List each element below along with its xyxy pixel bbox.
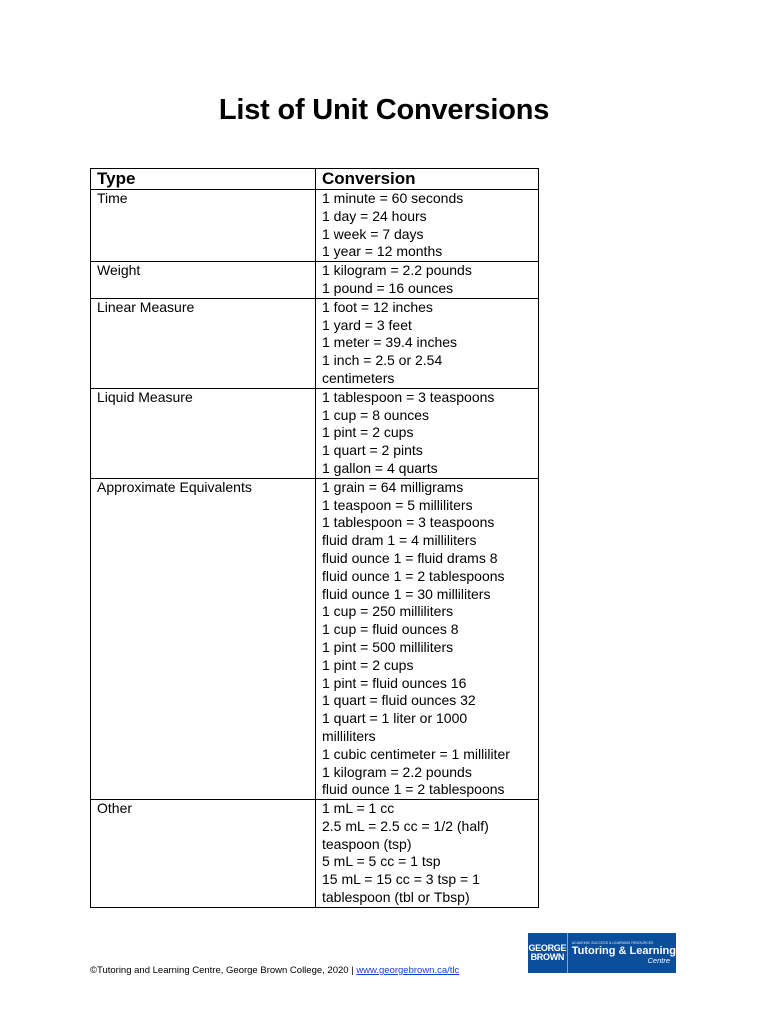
table-row [91,262,539,299]
conversion-line: 1 pound = 16 ounces [322,279,454,296]
conversion-cell [316,478,539,799]
conversion-line: fluid dram 1 = 4 milliliters [322,532,477,549]
conversion-line: 1 tablespoon = 3 teaspoons [322,388,495,405]
conversion-line: 1 mL = 1 cc [322,800,395,817]
footer [90,965,459,976]
conversion-line: 1 foot = 12 inches [322,298,433,315]
conversion-line: 1 day = 24 hours [322,207,427,224]
conversion-line: 1 pint = fluid ounces 16 [322,674,467,691]
conversion-line: fluid ounce 1 = 30 milliliters [322,585,491,602]
conversion-cell [316,388,539,478]
conversion-line: 1 yard = 3 feet [322,316,412,333]
conversion-line: 1 kilogram = 2.2 pounds [322,763,472,780]
conversion-line: 1 quart = 1 liter or 1000 [322,710,468,727]
table-row [91,190,539,262]
conversion-line: milliliters [322,727,376,744]
conversion-cell [316,298,539,388]
george-brown-logo-mark [528,933,568,973]
conversion-line: 1 week = 7 days [322,225,424,242]
conversion-line: 1 meter = 39.4 inches [322,334,458,351]
conversion-line: 1 pint = 500 milliliters [322,638,454,655]
conversion-line: 1 cup = fluid ounces 8 [322,621,459,638]
conversion-line: 1 tablespoon = 3 teaspoons [322,514,495,531]
conversion-line: teaspoon (tsp) [322,835,412,852]
conversion-line: tablespoon (tbl or Tbsp) [322,889,470,906]
conversion-line: 1 pint = 2 cups [322,656,414,673]
logo-small-text: ACADEMIC SUCCESS & LEARNING RESOURCES [571,941,654,945]
logo-line-2: BROWN [530,952,565,962]
conversion-line: centimeters [322,369,395,386]
table-header-row [91,169,539,190]
conversion-table [90,168,539,908]
conversion-line: 1 cup = 8 ounces [322,406,430,423]
conversion-line: 1 cup = 250 milliliters [322,603,454,620]
column-header-type: Type [91,169,316,190]
conversion-line: 1 cubic centimeter = 1 milliliter [322,745,510,762]
type-cell: Time [91,190,316,262]
table-row [91,800,539,908]
conversion-cell [316,262,539,299]
type-cell: Other [91,800,316,908]
logo-line-1: GEORGE [528,943,567,953]
conversion-line: 15 mL = 15 cc = 3 tsp = 1 [322,871,480,888]
conversion-line: 1 kilogram = 2.2 pounds [322,262,472,279]
conversion-line: 1 teaspoon = 5 milliliters [322,496,473,513]
table-row [91,478,539,799]
footer-link[interactable]: www.georgebrown.ca/tlc [356,965,460,976]
logo-sub-text: Centre [647,956,670,965]
conversion-line: 1 grain = 64 milligrams [322,478,464,495]
logo-text [568,941,676,965]
conversion-line: 5 mL = 5 cc = 1 tsp [322,853,441,870]
conversion-line: 1 inch = 2.5 or 2.54 [322,352,443,369]
table-row [91,388,539,478]
conversion-line: 1 year = 12 months [322,243,443,260]
conversion-line: 1 pint = 2 cups [322,424,414,441]
column-header-conversion: Conversion [316,169,539,190]
conversion-line: 1 quart = fluid ounces 32 [322,692,476,709]
conversion-line: fluid ounce 1 = fluid drams 8 [322,549,498,566]
page-title: List of Unit Conversions [218,94,550,126]
conversion-cell [316,800,539,908]
table-row [91,298,539,388]
footer-copyright: ©Tutoring and Learning Centre, George Brown College, 2020 | [90,965,357,976]
type-cell: Approximate Equivalents [91,478,316,799]
type-cell: Liquid Measure [91,388,316,478]
tutoring-centre-logo [528,933,676,973]
conversion-line: 1 gallon = 4 quarts [322,459,438,476]
table-body [91,190,539,908]
conversion-line: 1 minute = 60 seconds [322,190,464,206]
conversion-line: 2.5 mL = 2.5 cc = 1/2 (half) [322,817,489,834]
conversion-cell [316,190,539,262]
logo-main-text: Tutoring & Learning [571,945,676,957]
type-cell: Linear Measure [91,298,316,388]
conversion-line: fluid ounce 1 = 2 tablespoons [322,781,505,798]
type-cell: Weight [91,262,316,299]
conversion-line: fluid ounce 1 = 2 tablespoons [322,567,505,584]
conversion-line: 1 quart = 2 pints [322,442,423,459]
